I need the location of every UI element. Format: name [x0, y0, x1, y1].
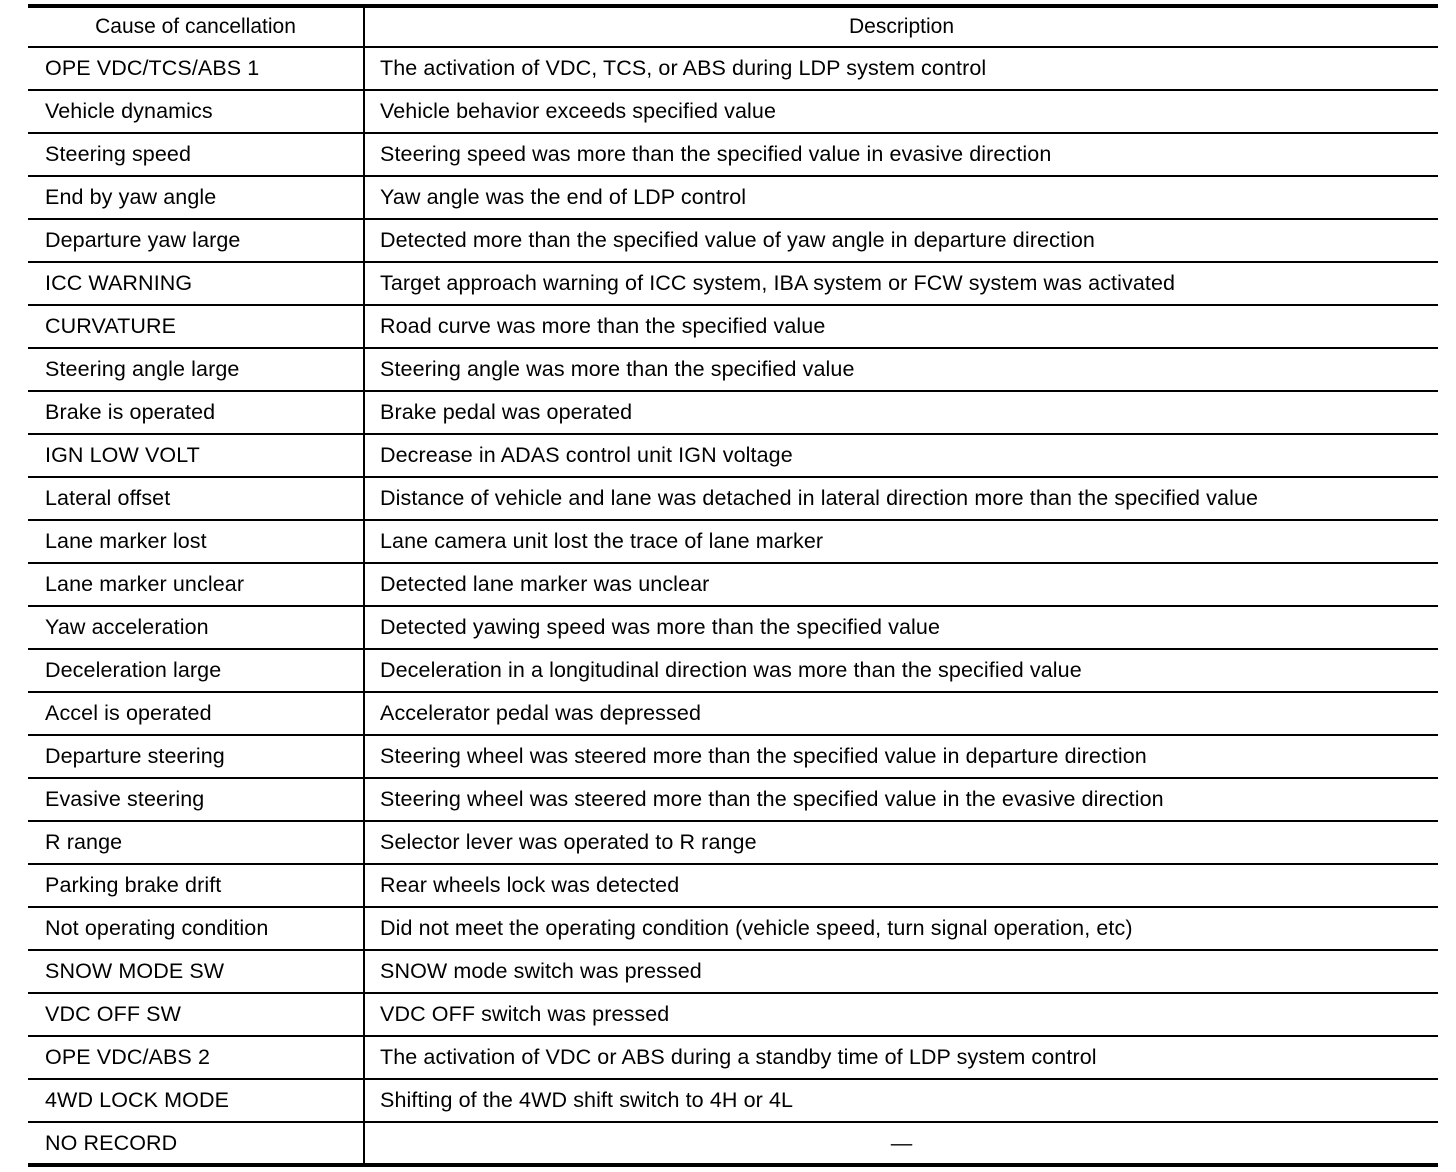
description-cell: Shifting of the 4WD shift switch to 4H or 4L [364, 1079, 1438, 1122]
description-cell: VDC OFF switch was pressed [364, 993, 1438, 1036]
table-row [28, 90, 1438, 133]
description-cell: Yaw angle was the end of LDP control [364, 176, 1438, 219]
table-row [28, 821, 1438, 864]
table-row [28, 176, 1438, 219]
cause-cell: NO RECORD [28, 1122, 364, 1165]
cause-cell: R range [28, 821, 364, 864]
table-row [28, 649, 1438, 692]
cause-cell: OPE VDC/TCS/ABS 1 [28, 47, 364, 90]
table-row [28, 1079, 1438, 1122]
description-cell: SNOW mode switch was pressed [364, 950, 1438, 993]
table-row [28, 434, 1438, 477]
table-row [28, 520, 1438, 563]
description-cell: Detected more than the specified value of yaw angle in departure direction [364, 219, 1438, 262]
cause-cell: CURVATURE [28, 305, 364, 348]
table-row [28, 778, 1438, 821]
table-row [28, 735, 1438, 778]
cause-cell: Lane marker lost [28, 520, 364, 563]
cause-cell: Yaw acceleration [28, 606, 364, 649]
cause-cell: Deceleration large [28, 649, 364, 692]
header-description: Description [364, 6, 1438, 47]
table-row [28, 692, 1438, 735]
description-cell: Detected lane marker was unclear [364, 563, 1438, 606]
description-cell: Vehicle behavior exceeds specified value [364, 90, 1438, 133]
table-row [28, 950, 1438, 993]
description-cell: The activation of VDC, TCS, or ABS during LDP system control [364, 47, 1438, 90]
description-cell: Lane camera unit lost the trace of lane marker [364, 520, 1438, 563]
cause-cell: Departure yaw large [28, 219, 364, 262]
table-row [28, 391, 1438, 434]
description-cell: Steering wheel was steered more than the specified value in the evasive direction [364, 778, 1438, 821]
table-row [28, 563, 1438, 606]
cancellation-cause-table [28, 4, 1438, 1167]
description-cell: Road curve was more than the specified value [364, 305, 1438, 348]
description-cell: Steering angle was more than the specified value [364, 348, 1438, 391]
description-cell: Distance of vehicle and lane was detached in lateral direction more than the specified value [364, 477, 1438, 520]
table-row [28, 864, 1438, 907]
description-cell: Detected yawing speed was more than the specified value [364, 606, 1438, 649]
description-cell: Brake pedal was operated [364, 391, 1438, 434]
table-row [28, 993, 1438, 1036]
header-cause: Cause of cancellation [28, 6, 364, 47]
cause-cell: Vehicle dynamics [28, 90, 364, 133]
table-row [28, 305, 1438, 348]
cancellation-table-container [28, 4, 1438, 1167]
table-body [28, 47, 1438, 1165]
description-cell-empty-dash: — [364, 1122, 1438, 1165]
cause-cell: IGN LOW VOLT [28, 434, 364, 477]
cause-cell: OPE VDC/ABS 2 [28, 1036, 364, 1079]
cause-cell: Evasive steering [28, 778, 364, 821]
header-row [28, 6, 1438, 47]
table-row [28, 219, 1438, 262]
description-cell: Deceleration in a longitudinal direction was more than the specified value [364, 649, 1438, 692]
cause-cell: VDC OFF SW [28, 993, 364, 1036]
cause-cell: SNOW MODE SW [28, 950, 364, 993]
cause-cell: Accel is operated [28, 692, 364, 735]
table-row [28, 606, 1438, 649]
description-cell: The activation of VDC or ABS during a standby time of LDP system control [364, 1036, 1438, 1079]
cause-cell: End by yaw angle [28, 176, 364, 219]
table-row [28, 348, 1438, 391]
description-cell: Did not meet the operating condition (vehicle speed, turn signal operation, etc) [364, 907, 1438, 950]
description-cell: Selector lever was operated to R range [364, 821, 1438, 864]
cause-cell: Lane marker unclear [28, 563, 364, 606]
description-cell: Rear wheels lock was detected [364, 864, 1438, 907]
table-row [28, 477, 1438, 520]
description-cell: Steering speed was more than the specified value in evasive direction [364, 133, 1438, 176]
cause-cell: Not operating condition [28, 907, 364, 950]
table-row [28, 907, 1438, 950]
cause-cell: ICC WARNING [28, 262, 364, 305]
table-header [28, 6, 1438, 47]
cause-cell: Lateral offset [28, 477, 364, 520]
table-row [28, 1036, 1438, 1079]
table-row [28, 262, 1438, 305]
cause-cell: Brake is operated [28, 391, 364, 434]
description-cell: Accelerator pedal was depressed [364, 692, 1438, 735]
cause-cell: 4WD LOCK MODE [28, 1079, 364, 1122]
description-cell: Target approach warning of ICC system, IBA system or FCW system was activated [364, 262, 1438, 305]
description-cell: Decrease in ADAS control unit IGN voltage [364, 434, 1438, 477]
cause-cell: Steering speed [28, 133, 364, 176]
cause-cell: Parking brake drift [28, 864, 364, 907]
cause-cell: Steering angle large [28, 348, 364, 391]
table-row [28, 133, 1438, 176]
table-row [28, 47, 1438, 90]
table-row [28, 1122, 1438, 1165]
cause-cell: Departure steering [28, 735, 364, 778]
description-cell: Steering wheel was steered more than the specified value in departure direction [364, 735, 1438, 778]
